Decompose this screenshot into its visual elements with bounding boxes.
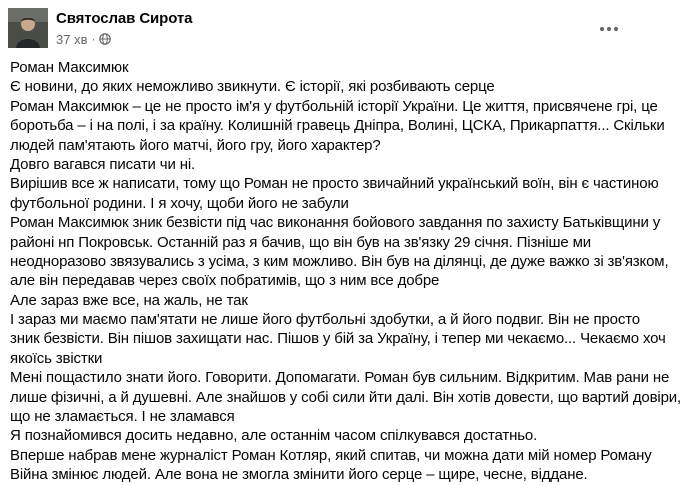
globe-icon[interactable]	[99, 33, 111, 45]
post-line: Роман Максимюк зник безвісти під час виконання бойового завдання по захисту Батьківщини у	[10, 214, 661, 232]
post-line: Роман Максимюк – це не просто ім'я у футбольній історії України. Це життя, присвячене грі, це	[10, 97, 658, 115]
post-line: що не зламається. І не зламався	[10, 408, 235, 426]
avatar-photo-icon	[8, 8, 48, 48]
meta-separator: ·	[91, 32, 96, 46]
post-line: людей пам'ятають його матчі, його гру, його характер?	[10, 136, 381, 154]
post-text	[10, 56, 681, 485]
post-line: Вперше набрав мене журналіст Роман Котляр, який спитав, чи можна дати мій номер Роману	[10, 446, 652, 464]
avatar[interactable]	[8, 8, 48, 48]
post-line: футбольної родини. І я хочу, щоби його не забули	[10, 194, 349, 212]
post-line: Роман Максимюк	[10, 59, 129, 76]
post-line: але він передавав через своїх побратимів, що з ним все добре	[10, 272, 440, 290]
post-line: боротьба – і на полі, і за країну. Колишній гравець Дніпра, Волині, ЦСКА, Прикарпаття... Скільки	[10, 117, 665, 135]
post-line: Вирішив все ж написати, тому що Роман не просто звичайний український воїн, він є частиною	[10, 175, 659, 193]
post-meta	[56, 31, 111, 47]
more-options-button[interactable]	[592, 12, 626, 46]
post-line: Я познайомився досить недавно, але останнім часом спілкувався достатньо.	[10, 427, 538, 445]
post-line: зник безвісти. Він пішов захищати нас. Пішов у бій за Україну, і тепер ми чекаємо... Чекаємо хоч	[10, 330, 666, 348]
post-line: Мені пощастило знати його. Говорити. Допомагати. Роман був сильним. Відкритим. Мав рани не	[10, 369, 670, 387]
post-header	[0, 0, 634, 56]
more-horizontal-icon	[599, 26, 619, 32]
post-line: І зараз ми маємо пам'ятати не лише його футбольні здобутки, а й його подвиг. Він не просто	[10, 311, 640, 329]
post-line: неодноразово звязувались з усіма, з ким можливо. Він був на ділянці, де дуже важко зі зв'язком,	[10, 252, 669, 270]
post-line: Але зараз вже все, на жаль, не так	[10, 291, 248, 309]
post-line: лише фізичні, а й душевні. Але знайшов у собі сили йти далі. Він хотів довести, що вартий довіри,	[10, 388, 681, 406]
post-line: Є новини, до яких неможливо звикнути. Є історії, які розбивають серце	[10, 78, 495, 96]
post-line: Довго вагався писати чи ні.	[10, 155, 196, 173]
post-line: якоїсь звістки	[10, 349, 103, 367]
author-name[interactable]: Святослав Сирота	[56, 10, 193, 27]
post-line: Війна змінює людей. Але вона не змогла змінити його серце – щире, чесне, віддане.	[10, 466, 588, 484]
post-line: районі нп Покровськ. Останній раз я бачив, що він був на зв'язку 29 січня. Пізніше ми	[10, 233, 591, 251]
post-time[interactable]: 37 хв	[56, 31, 88, 47]
